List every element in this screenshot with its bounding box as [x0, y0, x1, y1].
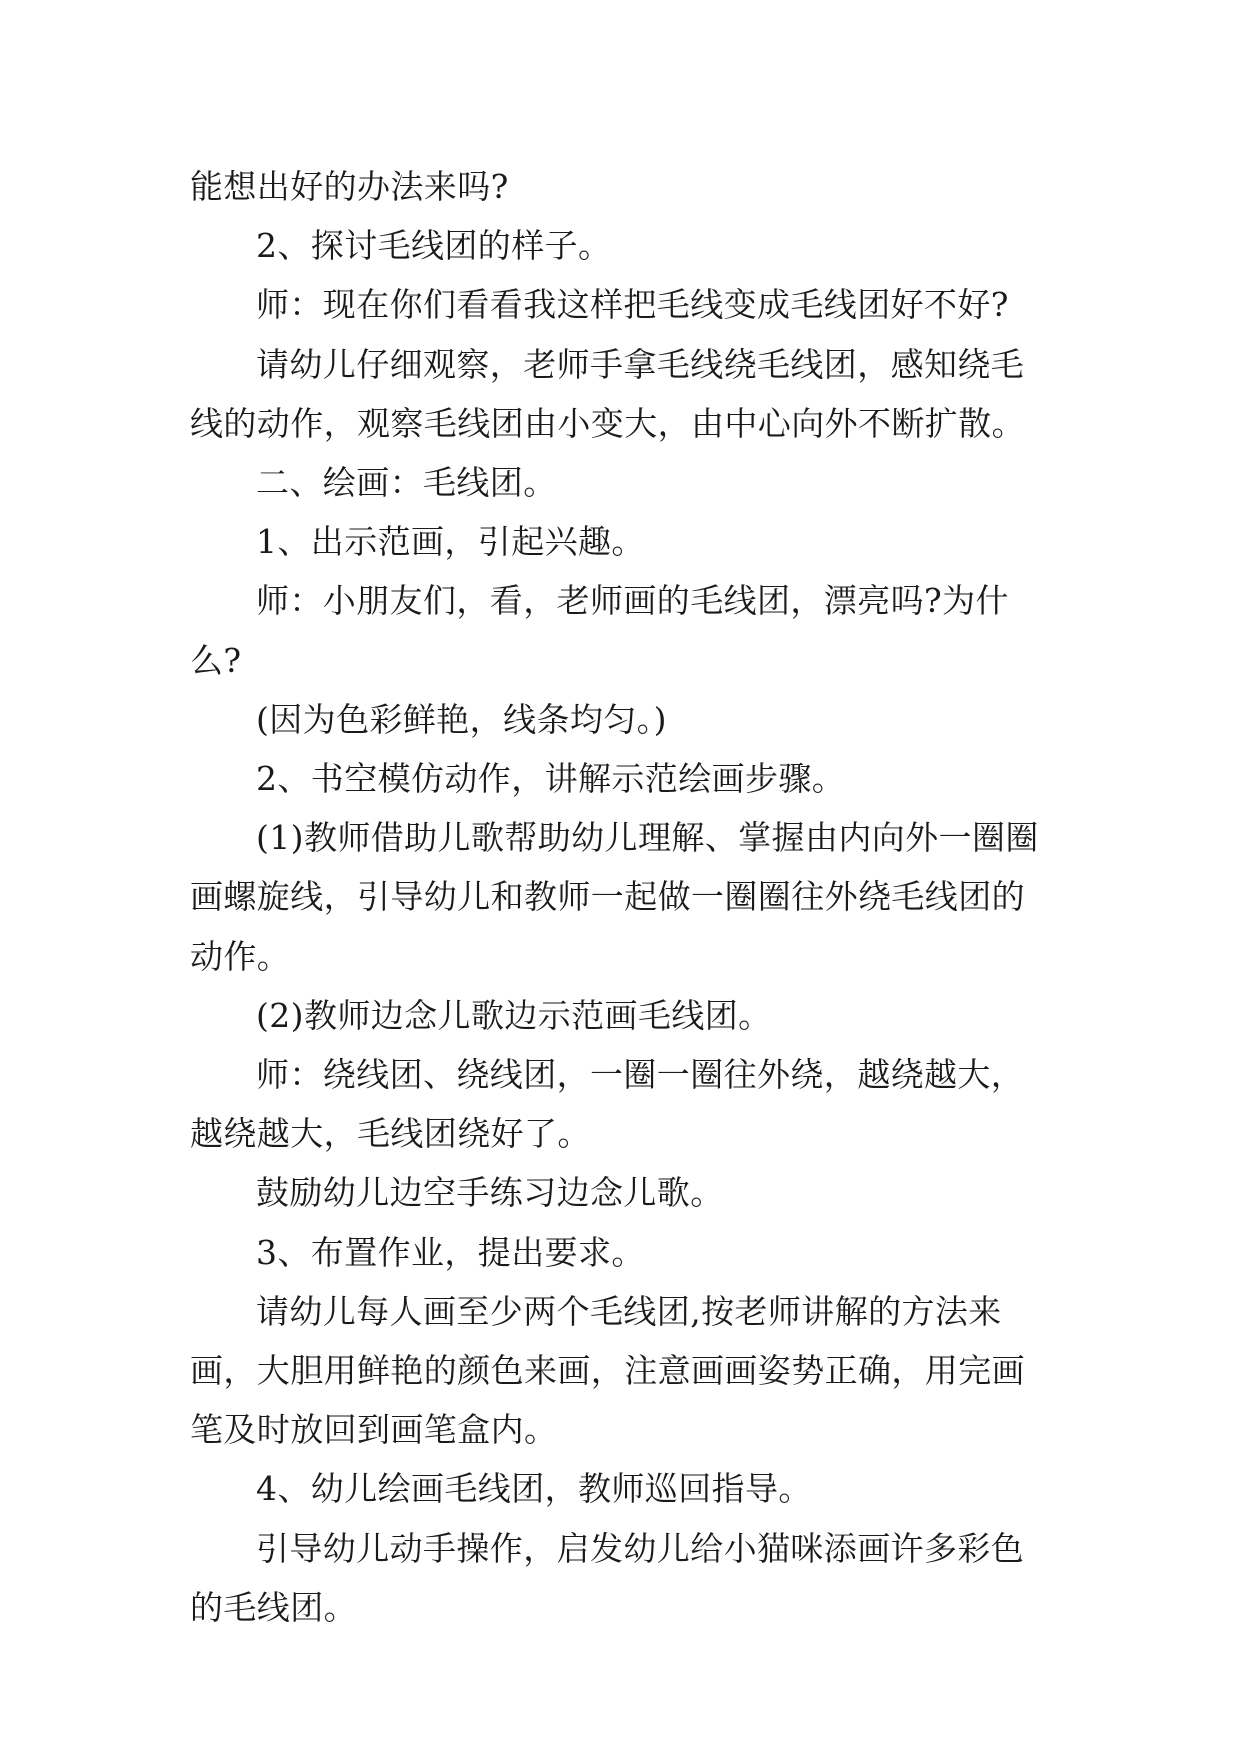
- paragraph: 2、书空模仿动作，讲解示范绘画步骤。: [256, 759, 846, 799]
- paragraph: 引导幼儿动手操作，启发幼儿给小猫咪添画许多彩色的毛线团。: [190, 1528, 1025, 1627]
- paragraph: 鼓励幼儿边空手练习边念儿歌。: [256, 1173, 724, 1213]
- paragraph: 师：小朋友们，看，老师画的毛线团，漂亮吗?为什么?: [190, 581, 1009, 680]
- paragraph: 能想出好的办法来吗?: [190, 167, 509, 206]
- paragraph: (因为色彩鲜艳，线条均匀。): [256, 699, 667, 739]
- paragraph: 请幼儿每人画至少两个毛线团,按老师讲解的方法来画，大胆用鲜艳的颜色来画，注意画画姿势正确，用完画笔及时放回到画笔盒内。: [190, 1291, 1025, 1450]
- paragraph: 二、绘画：毛线团。: [256, 463, 557, 503]
- paragraph: 师：绕线团、绕线团，一圈一圈往外绕，越绕越大，越绕越大，毛线团绕好了。: [190, 1055, 1025, 1154]
- paragraph: 2、探讨毛线团的样子。: [256, 226, 612, 266]
- paragraph: 4、幼儿绘画毛线团，教师巡回指导。: [256, 1469, 812, 1509]
- paragraph: 3、布置作业，提出要求。: [256, 1232, 645, 1272]
- paragraph: 1、出示范画，引起兴趣。: [256, 522, 645, 562]
- paragraph: (1)教师借助儿歌帮助幼儿理解、掌握由内向外一圈圈画螺旋线，引导幼儿和教师一起做一圈圈往外绕毛线团的动作。: [190, 818, 1039, 976]
- paragraph: 师：现在你们看看我这样把毛线变成毛线团好不好?: [256, 285, 1009, 325]
- paragraph: 请幼儿仔细观察，老师手拿毛线绕毛线团，感知绕毛线的动作，观察毛线团由小变大，由中心向外不断扩散。: [190, 344, 1025, 443]
- document-body: [190, 157, 1050, 1637]
- paragraph: (2)教师边念儿歌边示范画毛线团。: [256, 995, 772, 1035]
